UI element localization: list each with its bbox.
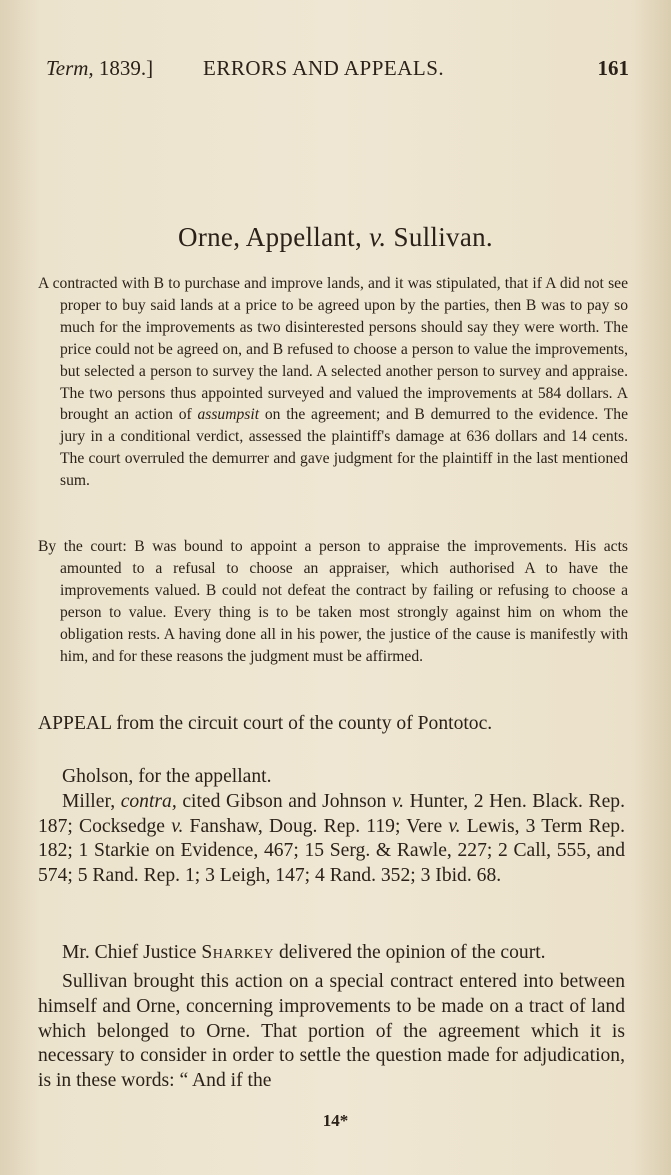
- versus-2: v.: [171, 815, 184, 837]
- case-title-appellant: Orne, Appellant,: [178, 222, 363, 252]
- respondent-name: Miller,: [62, 790, 116, 812]
- citation-a: cited Gibson and Johnson: [182, 790, 387, 812]
- running-head-term: [46, 56, 153, 81]
- headnote-text-a: A contracted with B to purchase and improve lands, and it was stipulated, that if A did not see proper to buy said lands at a price to be agreed upon by the parties, then B was to pay so much for the improvements as two disinterested persons should say they were worth. The price could not be agreed on, and B refused to choose a person to value the improvements, but selected a person to survey the land. A selected another person to survey and appraise. The two persons thus appointed surveyed and valued the improvements at 584 dollars. A brought an action of: [38, 275, 628, 424]
- term-year: 1839.]: [98, 56, 154, 80]
- running-head-title: ERRORS AND APPEALS.: [203, 56, 445, 80]
- headnote-text-b: on the agreement; and B demurred to the evidence. The jury in a conditional verdict, assessed the plaintiff's damage at 636 dollars and 14 cents. The court overruled the demurrer and gave judgment for the plaintiff in the last mentioned sum.: [60, 406, 628, 490]
- headnote-italic-term: assumpsit: [197, 406, 260, 424]
- case-title: [0, 222, 671, 253]
- counsel-appellant: Gholson, for the appellant.: [62, 766, 272, 787]
- versus-1: v.: [391, 790, 405, 812]
- counsel-respondent: [38, 790, 625, 889]
- citation-d: Lewis, 3 Term Rep. 182; 1 Starkie on Evidence, 467; 15 Serg. & Rawle, 227; 2 Call, 555, and 574; 5 Rand. Rep. 1; 3 Leigh, 147; 4 Rand. 352; 3 Ibid. 68.: [38, 815, 626, 887]
- running-head: [46, 56, 629, 86]
- opinion-intro-after: delivered the opinion of the court.: [278, 942, 546, 963]
- case-title-versus: v.: [369, 222, 387, 252]
- versus-3: v.: [448, 815, 461, 837]
- citation-b: Hunter, 2 Hen. Black. Rep. 187; Cocksedge: [38, 790, 625, 837]
- headnote-paragraph-1: [38, 273, 628, 492]
- appeal-line: APPEAL from the circuit court of the county of Pontotoc.: [38, 713, 493, 734]
- headnote-holding: By the court: B was bound to appoint a person to appraise the improvements. His acts amounted to a refusal to choose an appraiser, which authorised A to have the improvements valued. B could not defeat the contract by failing or refusing to choose a person to value. Every thing is to be taken most strongly against him on whom the obligation rests. A having done all in his power, the justice of the cause is manifestly with him, and for these reasons the judgment must be affirmed.: [38, 538, 628, 665]
- citation-c: Fanshaw, Doug. Rep. 119; Vere: [189, 815, 443, 837]
- headnote-paragraph-2: [38, 536, 628, 667]
- counsel-section: [38, 765, 625, 889]
- justice-name: Sharkey: [201, 942, 275, 963]
- opinion-intro: [38, 941, 625, 966]
- contra-term: contra,: [120, 790, 177, 812]
- page-number: 161: [597, 56, 629, 80]
- signature-mark: 14*: [322, 1111, 349, 1130]
- opinion-intro-before: Mr. Chief Justice: [62, 942, 197, 963]
- case-title-appellee: Sullivan.: [393, 222, 493, 252]
- opinion-body: Sullivan brought this action on a special contract entered into between himself and Orne, concerning improvements to be made on a tract of land which belonged to Orne. That portion of the agreement which it is necessary to consider in order to settle the question made for adjudication, is in these words: “ And if the: [38, 971, 625, 1092]
- term-word: Term,: [46, 56, 94, 80]
